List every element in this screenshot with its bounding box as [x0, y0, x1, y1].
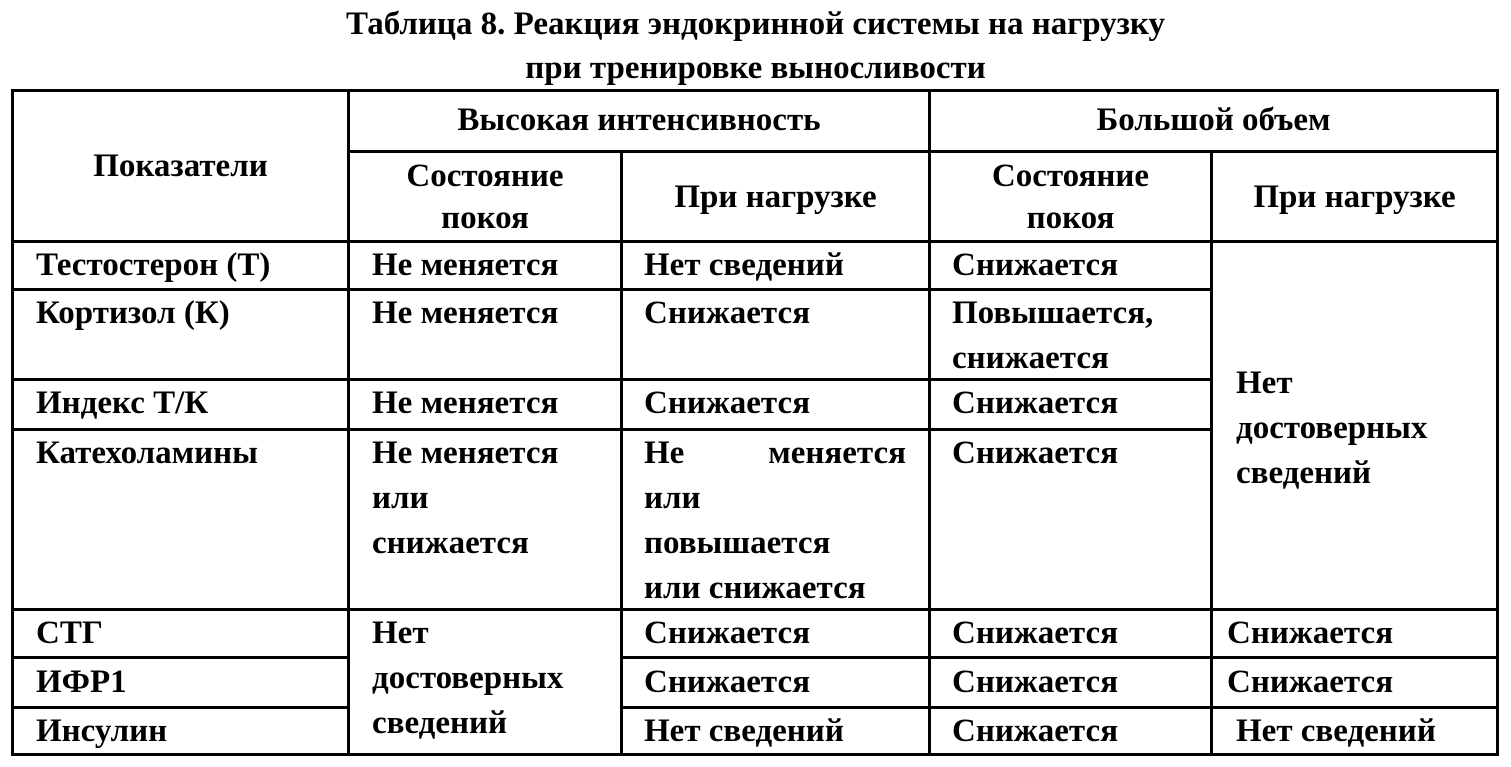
- table-title: [0, 2, 1511, 90]
- row-7-name: Инсулин: [36, 713, 168, 749]
- row-4-hi-load-line-1: Не меняется: [644, 435, 906, 471]
- header-divider: [347, 150, 1499, 153]
- row-5-hi-load: Снижается: [644, 615, 811, 651]
- merged-lv-load-line-2: достоверных: [1236, 410, 1428, 446]
- row-7-lv-load: Нет сведений: [1236, 713, 1436, 749]
- header-lv-rest-line-2: покоя: [1026, 200, 1115, 236]
- header-indicators: Показатели: [93, 148, 268, 184]
- header-lv-rest: [931, 155, 1210, 239]
- row-1-hi-rest: Не меняется: [372, 247, 559, 283]
- row-4-hi-rest: [372, 431, 597, 566]
- row-4-hi-rest-line-3: снижается: [372, 525, 529, 561]
- row-2-lv-rest-line-1: Повышается,: [952, 295, 1154, 331]
- row-7-lv-rest: Снижается: [952, 713, 1119, 749]
- header-hi-load: При нагрузке: [674, 179, 877, 215]
- header-hi-rest-line-2: покоя: [441, 200, 529, 236]
- header-lv-load: При нагрузке: [1253, 179, 1456, 215]
- row-6-lv-rest: Снижается: [952, 664, 1119, 700]
- merged-hi-rest-line-1: Нет: [372, 615, 429, 651]
- merged-lv-load-line-1: Нет: [1236, 365, 1293, 401]
- row-4-hi-load: [644, 431, 906, 611]
- row-1-name: Тестостерон (Т): [36, 247, 271, 283]
- header-lv-rest-line-1: Состояние: [991, 158, 1150, 194]
- row-line-5b: [620, 656, 1499, 659]
- row-2-hi-load: Снижается: [644, 295, 811, 331]
- row-2-lv-rest-line-2: снижается: [952, 340, 1109, 376]
- row-5-name: СТГ: [36, 615, 103, 651]
- header-large-volume: Большой объем: [1096, 102, 1331, 138]
- col-line-2: [620, 150, 623, 756]
- table-border-right: [1496, 89, 1499, 756]
- row-3-lv-rest: Снижается: [952, 385, 1119, 421]
- table-border-top: [11, 89, 1499, 92]
- row-6-lv-load: Снижается: [1227, 664, 1394, 700]
- row-5-lv-rest: Снижается: [952, 615, 1119, 651]
- row-2-hi-rest: Не меняется: [372, 295, 559, 331]
- title-line-1: Таблица 8. Реакция эндокринной системы на нагрузку: [346, 6, 1165, 42]
- table-border-left: [11, 89, 14, 756]
- header-hi-rest-line-1: Состояние: [406, 158, 564, 194]
- row-5-lv-load: Снижается: [1227, 615, 1394, 651]
- row-3-hi-rest: Не меняется: [372, 385, 559, 421]
- row-4-hi-load-line-3: повышается: [644, 525, 831, 561]
- row-4-hi-load-line-4: или снижается: [644, 570, 866, 606]
- merged-lv-load-no-data: [1236, 361, 1427, 496]
- merged-hi-rest-line-2: достоверных: [372, 660, 564, 696]
- row-4-hi-load-line-2: или: [644, 480, 701, 516]
- row-3-hi-load: Снижается: [644, 385, 811, 421]
- header-high-intensity: Высокая интенсивность: [457, 102, 821, 138]
- row-line-5: [11, 656, 347, 659]
- title-line-2: при тренировке выносливости: [525, 50, 986, 86]
- row-2-lv-rest: [952, 291, 1153, 381]
- row-1-lv-rest: Снижается: [952, 247, 1119, 283]
- col-line-4: [1210, 150, 1213, 756]
- row-4-lv-rest: Снижается: [952, 435, 1119, 471]
- merged-hi-rest-line-3: сведений: [372, 705, 508, 741]
- row-6-name: ИФР1: [36, 664, 127, 700]
- row-6-hi-load: Снижается: [644, 664, 811, 700]
- row-1-hi-load: Нет сведений: [644, 247, 844, 283]
- row-4-hi-rest-line-2: или: [372, 480, 429, 516]
- row-3-name: Индекс Т/К: [36, 385, 209, 421]
- header-hi-rest: [350, 155, 620, 239]
- merged-hi-rest-no-data: [372, 611, 563, 746]
- merged-lv-load-line-3: сведений: [1236, 455, 1372, 491]
- row-4-hi-rest-line-1: Не меняется: [372, 435, 559, 471]
- row-7-hi-load: Нет сведений: [644, 713, 844, 749]
- row-4-name: Катехоламины: [36, 435, 258, 471]
- row-2-name: Кортизол (К): [36, 295, 230, 331]
